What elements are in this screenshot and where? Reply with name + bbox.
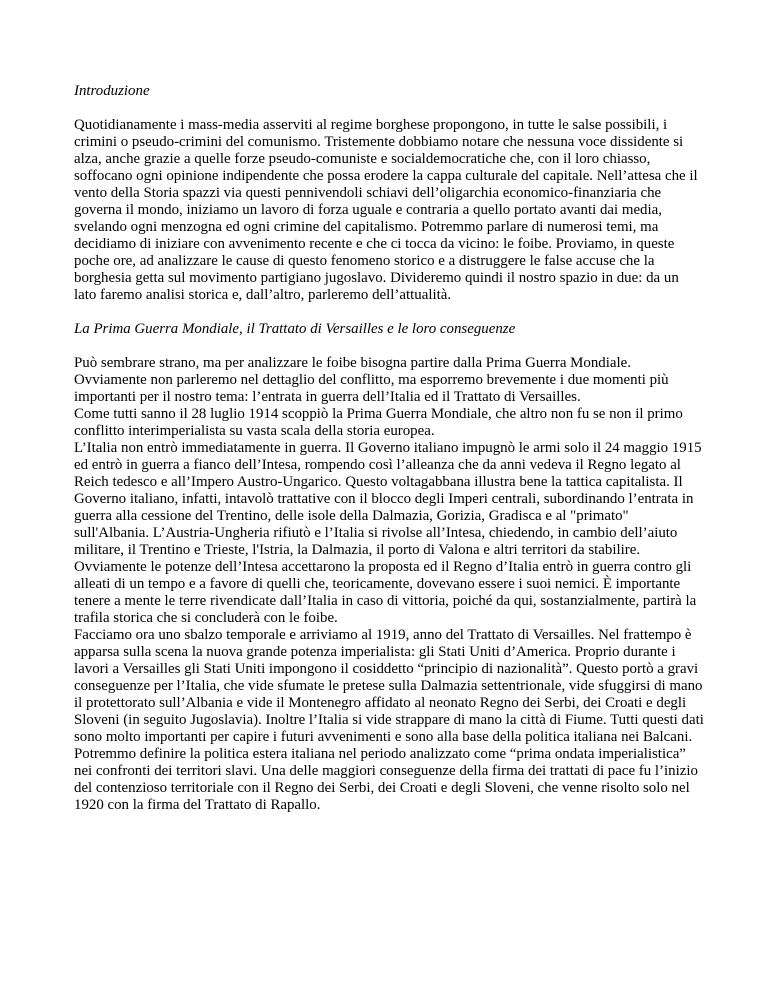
- section-paragraph-2: Come tutti sanno il 28 luglio 1914 scoppiò la Prima Guerra Mondiale, che altro non fu se non il primo conflitto interimperialista su vasta scala della storia europea.: [74, 406, 683, 439]
- document-page: [74, 83, 704, 814]
- section-paragraph-5: Potremmo definire la politica estera italiana nel periodo analizzato come “prima ondata imperialistica” nei confronti dei territori slavi. Una delle maggiori conseguenze della firma dei trattati di pace fu l’inizio del contenzioso territoriale con il Regno dei Serbi, dei Croati e degli Sloveni, che venne risolto solo nel 1920 con la firma del Trattato di Rapallo.: [74, 746, 698, 813]
- intro-paragraph: Quotidianamente i mass-media asserviti al regime borghese propongono, in tutte le salse possibili, i crimini o pseudo-crimini del comunismo. Tristemente dobbiamo notare che nessuna voce dissidente si alza, anche grazie a quelle forze pseudo-comuniste e socialdemocratiche che, con il loro chiasso, soffocano ogni opinione indipendente che possa erodere la cappa culturale del capitale. Nell’attesa che il vento della Storia spazzi via questi pennivendoli schiavi dell’oligarchia economico-finanziaria che governa il mondo, iniziamo un lavoro di forza uguale e contraria a quello portato avanti dai media, svelando ogni menzogna ed ogni crimine del capitalismo. Potremmo parlare di numerosi temi, ma decidiamo di iniziare con avvenimento recente e che ci tocca da vicino: le foibe. Proviamo, in queste poche ore, ad analizzare le cause di questo fenomeno storico e a distruggere le false accuse che la borghesia getta sul movimento partigiano jugoslavo. Divideremo quindi il nostro spazio in due: da un lato faremo analisi storica e, dall’altro, parleremo dell’attualità.: [74, 117, 698, 303]
- intro-heading: Introduzione: [74, 83, 150, 99]
- section-paragraph-3: L’Italia non entrò immediatamente in guerra. Il Governo italiano impugnò le armi solo il 24 maggio 1915 ed entrò in guerra a fianco dell’Intesa, rompendo così l’alleanza che da anni vedeva il Regno legato al Reich tedesco e all’Impero Austro-Ungarico. Questo voltagabbana illustra bene la tattica capitalista. Il Governo italiano, infatti, intavolò trattative con il blocco degli Imperi centrali, subordinando l’entrata in guerra alla cessione del Trentino, delle isole della Dalmazia, Gorizia, Gradisca e al "primato" sull'Albania. L’Austria-Ungheria rifiutò e l’Italia si rivolse all’Intesa, chiedendo, in cambio dell’aiuto militare, il Trentino e Trieste, l'Istria, la Dalmazia, il porto di Valona e altri territori da stabilire. Ovviamente le potenze dell’Intesa accettarono la proposta ed il Regno d’Italia entrò in guerra contro gli alleati di un tempo e a favore di quelli che, teoricamente, dovevano essere i suoi nemici. È importante tenere a mente le terre rivendicate dall’Italia in caso di vittoria, poiché da qui, sostanzialmente, partirà la trafila storica che si concluderà con le foibe.: [74, 440, 702, 626]
- section-heading: La Prima Guerra Mondiale, il Trattato di Versailles e le loro conseguenze: [74, 321, 516, 337]
- section-paragraph-1: Può sembrare strano, ma per analizzare le foibe bisogna partire dalla Prima Guerra Mondiale. Ovviamente non parleremo nel dettaglio del conflitto, ma esporremo brevemente i due momenti più importanti per il nostro tema: l’entrata in guerra dell’Italia ed il Trattato di Versailles.: [74, 355, 669, 405]
- section-paragraph-4: Facciamo ora uno sbalzo temporale e arriviamo al 1919, anno del Trattato di Versailles. Nel frattempo è apparsa sulla scena la nuova grande potenza imperialista: gli Stati Uniti d’America. Proprio durante i lavori a Versailles gli Stati Uniti impongono il cosiddetto “principio di nazionalità”. Questo portò a gravi conseguenze per l’Italia, che vide sfumate le pretese sulla Dalmazia settentrionale, vide sfuggirsi di mano il protettorato sull’Albania e vide il Montenegro affidato al neonato Regno dei Serbi, dei Croati e degli Sloveni (in seguito Jugoslavia). Inoltre l’Italia si vide strappare di mano la città di Fiume. Tutti questi dati sono molto importanti per capire i futuri avvenimenti e sono alla base della politica italiana nei Balcani.: [74, 627, 704, 745]
